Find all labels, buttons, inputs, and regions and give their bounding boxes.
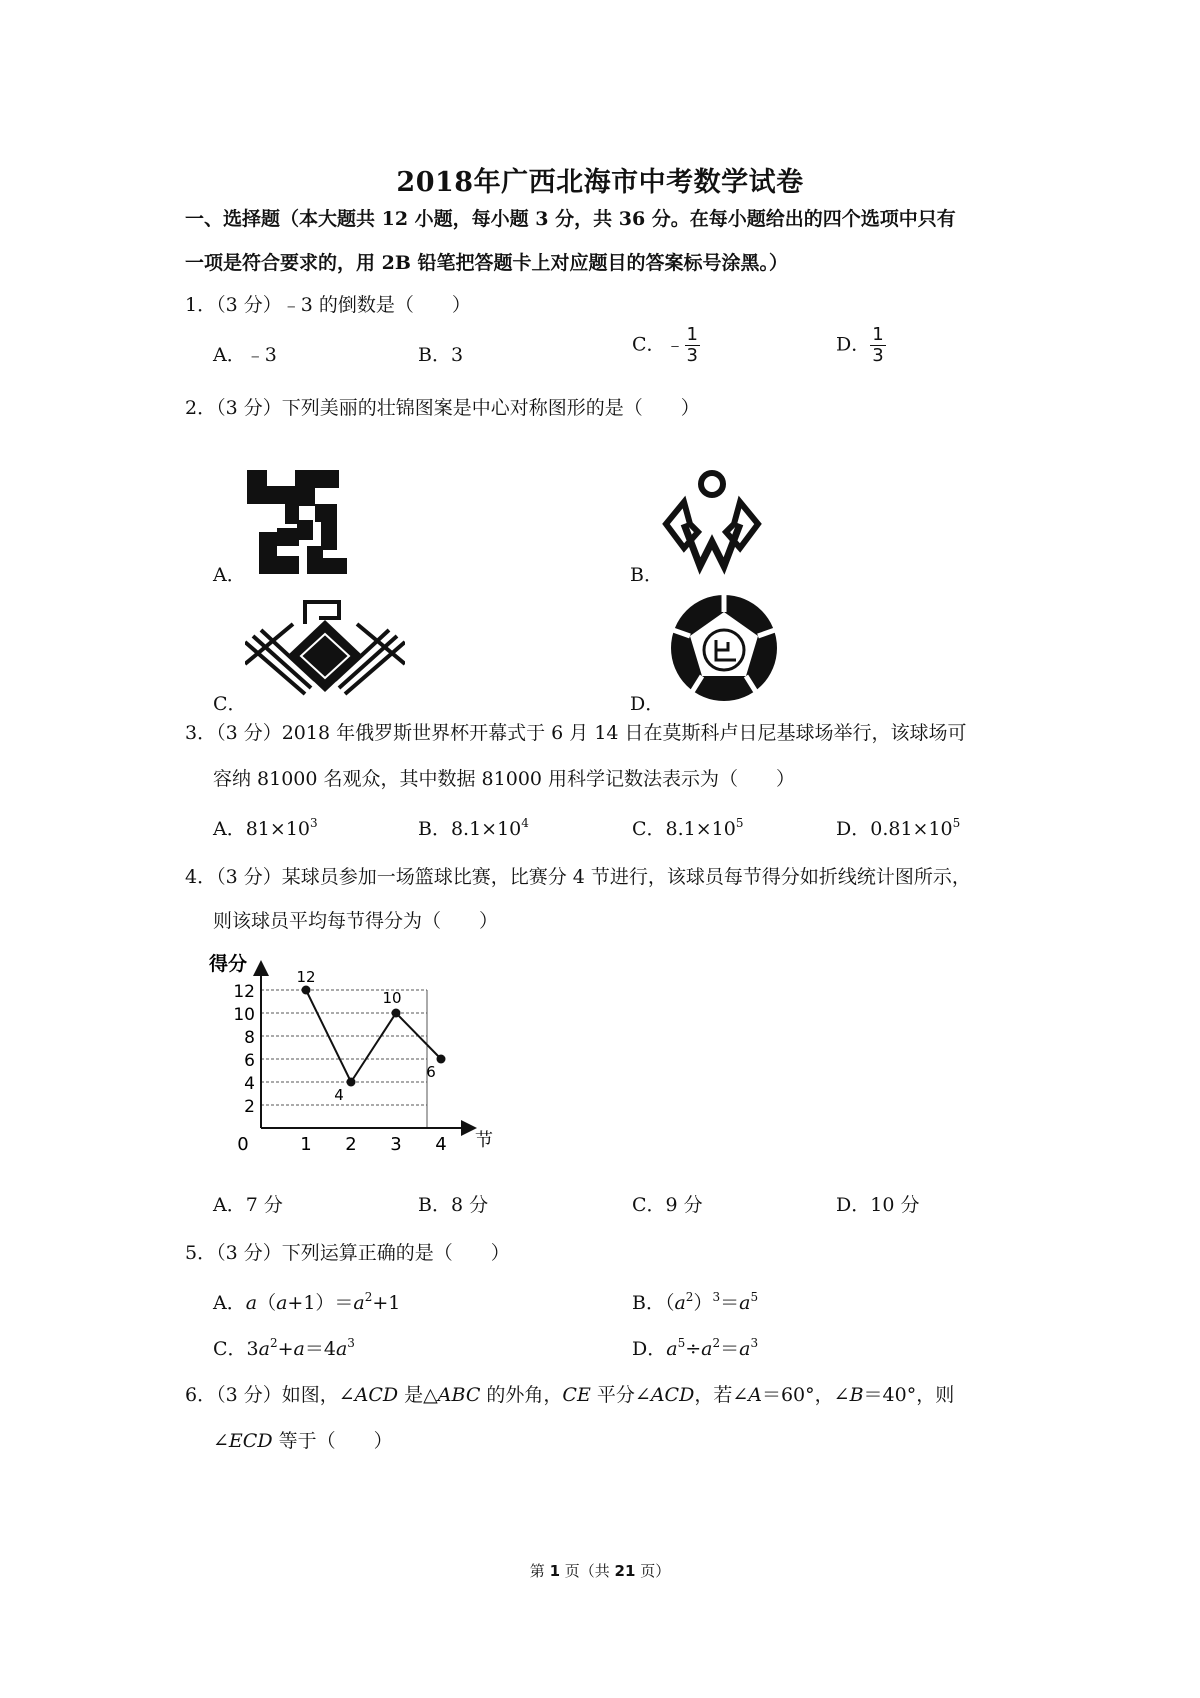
- q3-stem-line2: 容纳 81000 名观众，其中数据 81000 用科学记数法表示为（ ）: [213, 768, 796, 790]
- q1-option-d-fraction: [870, 325, 885, 366]
- footer-total-pages: 21: [614, 1562, 636, 1580]
- y-tick-label-4: 4: [244, 1074, 255, 1094]
- q5-option-c: C．$3a^2+a=4a^3$: [213, 1336, 355, 1360]
- q2-stem: 2．（3 分）下列美丽的壮锦图案是中心对称图形的是（ ）: [185, 397, 700, 419]
- chart-grid: [261, 990, 427, 1128]
- q4-option-a: A．7 分: [213, 1194, 283, 1216]
- q3-option-a-base: A．81×10: [213, 818, 310, 840]
- q1-d-numerator: 1: [872, 324, 884, 345]
- section-heading-line1: 一、选择题（本大题共 12 小题，每小题 3 分，共 36 分。在每小题给出的四个选项中只有: [185, 208, 956, 230]
- score-line-chart: [205, 950, 505, 1180]
- footer-prefix: 第: [529, 1562, 550, 1580]
- q5-option-a: A．$a(a+1)=a^2+1$: [213, 1290, 401, 1314]
- x-tick-label-1: 1: [300, 1134, 312, 1155]
- chart-ticks: [233, 982, 446, 1155]
- q3-option-d-exponent: 5: [952, 816, 961, 830]
- q3-option-c-exponent: 5: [735, 816, 744, 830]
- footer-suffix: 页）: [635, 1562, 671, 1580]
- q4-stem-line2: 则该球员平均每节得分为（ ）: [213, 910, 499, 932]
- data-point-3: [392, 1009, 401, 1018]
- q1-c-numerator: 1: [686, 324, 698, 345]
- q1-stem: 1．（3 分）﹣3 的倒数是（ ）: [185, 294, 471, 316]
- q1-option-c-prefix: C．﹣: [632, 333, 685, 356]
- q1-d-denominator: 3: [872, 345, 884, 366]
- data-point-4: [437, 1055, 446, 1064]
- section-heading-line2: 一项是符合要求的，用 2B 铅笔把答题卡上对应题目的答案标号涂黑。）: [185, 252, 789, 274]
- q3-option-b-base: B．8.1×10: [418, 818, 522, 840]
- q1-option-b: B．3: [418, 344, 464, 366]
- q3-option-c-base: C．8.1×10: [632, 818, 736, 840]
- q5-option-a-prefix: A．: [213, 1292, 246, 1314]
- q2-option-a-label: A．: [213, 564, 246, 586]
- q5-option-b: B．$(a^2)^3=a^5$: [632, 1290, 759, 1314]
- page-footer: [0, 1560, 1200, 1581]
- q1-option-c: [632, 325, 700, 366]
- y-tick-label-6: 6: [244, 1051, 255, 1071]
- y-tick-label-12: 12: [233, 982, 255, 1002]
- data-point-1: [302, 986, 311, 995]
- footer-page-number: 1: [549, 1562, 560, 1580]
- data-label-3: 10: [382, 989, 402, 1007]
- q3-stem-line1: 3．（3 分）2018 年俄罗斯世界杯开幕式于 6 月 14 日在莫斯科卢日尼基球场举行，该球场可: [185, 722, 967, 744]
- q1-option-c-fraction: [685, 325, 700, 366]
- q2-option-d-label: D．: [630, 693, 665, 715]
- y-tick-label-8: 8: [244, 1028, 255, 1048]
- x-axis-label: 节: [475, 1130, 493, 1151]
- x-tick-label-4: 4: [435, 1134, 447, 1155]
- q5-option-d: D．$a^5\div a^2=a^3$: [632, 1336, 759, 1360]
- q5-stem: 5．（3 分）下列运算正确的是（ ）: [185, 1242, 510, 1264]
- x-tick-label-3: 3: [390, 1134, 402, 1155]
- q3-option-d: [836, 814, 960, 841]
- q3-option-b: [418, 814, 529, 841]
- data-label-2: 4: [334, 1086, 344, 1104]
- q5-option-c-prefix: C．3: [213, 1338, 259, 1360]
- q3-option-c: [632, 814, 744, 841]
- q4-stem-line1: 4．（3 分）某球员参加一场篮球比赛，比赛分 4 节进行，该球员每节得分如折线统计图所示，: [185, 866, 971, 888]
- x-tick-label-0: 0: [237, 1134, 249, 1155]
- y-tick-label-10: 10: [233, 1005, 255, 1025]
- page-title: 2018年广西北海市中考数学试卷: [396, 167, 804, 198]
- q3-option-a: [213, 814, 318, 841]
- pinwheel-pattern-icon: [247, 470, 351, 574]
- q4-option-b: B．8 分: [418, 1194, 489, 1216]
- x-tick-label-2: 2: [345, 1134, 357, 1155]
- data-label-1: 12: [296, 968, 316, 986]
- q5-option-b-prefix: B．（: [632, 1292, 675, 1314]
- q1-option-d: [836, 325, 886, 366]
- q5-option-d-prefix: D．: [632, 1338, 667, 1360]
- q1-c-denominator: 3: [686, 345, 698, 366]
- q6-stem-suffix: 等于（ ）: [272, 1430, 393, 1452]
- q6-stem-line1: 6．（3 分）如图，∠ACD 是△ABC 的外角，CE 平分∠ACD，若∠A＝60°，∠B＝40°，则: [185, 1384, 955, 1406]
- q4-option-c: C．9 分: [632, 1194, 703, 1216]
- y-tick-label-2: 2: [244, 1097, 255, 1117]
- q3-option-b-exponent: 4: [521, 816, 529, 830]
- q3-option-a-exponent: 3: [310, 816, 318, 830]
- q6-stem-prefix: 6．（3 分）如图，∠: [185, 1384, 355, 1406]
- q4-option-d: D．10 分: [836, 1194, 920, 1216]
- square-weave-pattern-icon: [245, 594, 405, 704]
- footer-mid: 页（共: [560, 1562, 615, 1580]
- circle-pentagon-pattern-icon: [668, 592, 780, 704]
- q1-option-a: A．﹣3: [213, 344, 277, 366]
- data-point-2: [347, 1078, 356, 1087]
- q2-option-c-label: C．: [213, 693, 247, 715]
- q3-option-d-base: D．0.81×10: [836, 818, 953, 840]
- figure-diamond-pattern-icon: [662, 468, 762, 576]
- data-label-4: 6: [426, 1063, 436, 1081]
- y-axis-label: 得分: [209, 953, 248, 975]
- q2-option-b-label: B．: [630, 564, 663, 586]
- q6-stem-line2: ∠ECD 等于（ ）: [213, 1430, 393, 1452]
- q1-option-d-prefix: D．: [836, 333, 871, 356]
